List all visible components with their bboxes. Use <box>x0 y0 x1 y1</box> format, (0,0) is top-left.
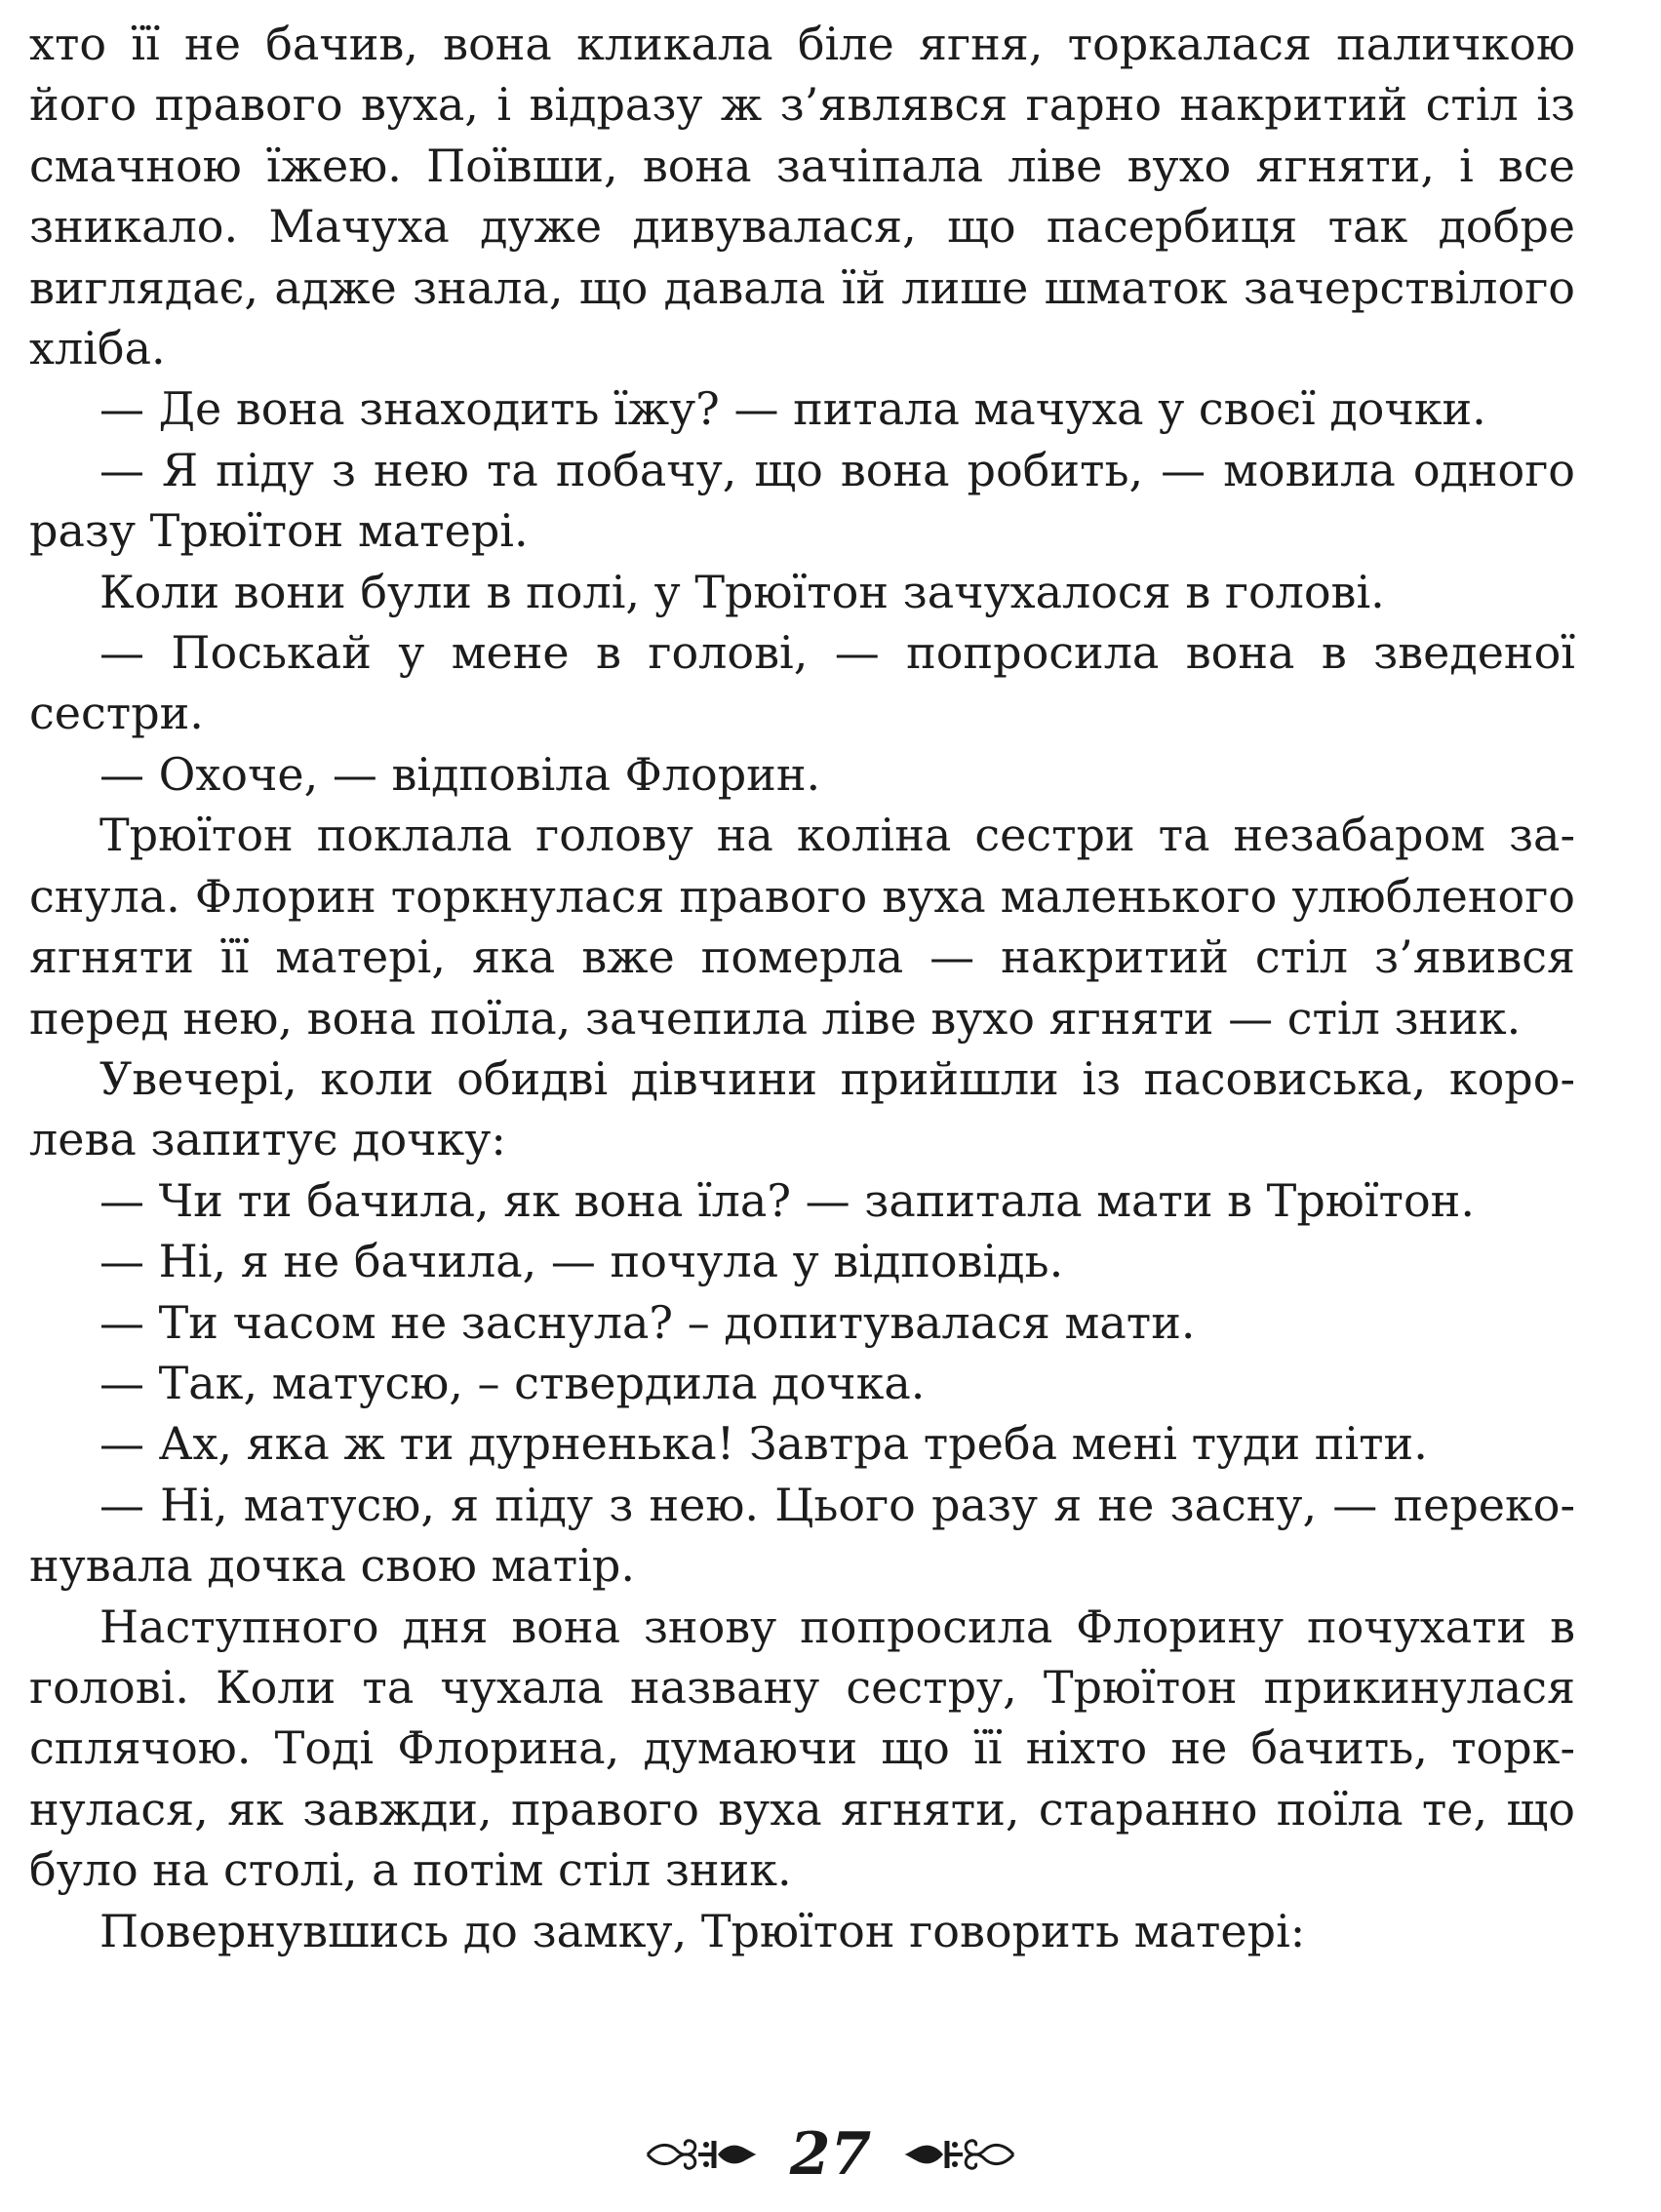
paragraph-8: Увечері, коли обидві дівчини прийшли із пасовиська, королева запитує дочку: <box>29 1051 1575 1166</box>
body-text <box>29 14 1575 1961</box>
paragraph-5: — Поськай у мене в голові, — попросила вона в зведеної сестри. <box>29 626 1575 740</box>
page-footer <box>0 2120 1661 2189</box>
paragraph-1: хто її не бачив, вона кликала біле ягня, торкалася паличкою його правого вуха, і відразу ж з’являвся гарно накритий стіл із смачною їжею. Поївши, вона зачіпала ліве вухо ягняти, і все зникало. Мачуха дуже дивувалася, що пасербиця так добре виглядає, адже знала, що давала їй лише шматок зачерствілого хліба. <box>29 18 1575 375</box>
paragraph-6: — Охоче, — відповіла Флорин. <box>99 747 821 801</box>
paragraph-7: Трюїтон поклала голову на коліна сестри та незабаром заснула. Флорин торкнулася правого вуха маленького улюбленого ягняти її матері, яка вже померла — накритий стіл з’явився перед нею, вона поїла, зачепила ліве вухо ягняти — стіл зник. <box>29 809 1575 1045</box>
paragraph-2: — Де вона знаходить їжу? — питала мачуха у своєї дочки. <box>99 382 1486 436</box>
paragraph-12: — Так, матусю, – ствердила дочка. <box>99 1356 926 1409</box>
paragraph-11: — Ти часом не заснула? – допитувалася мати. <box>99 1295 1196 1349</box>
paragraph-14: — Ні, матусю, я піду з нею. Цього разу я не засну, — переконувала дочка свою матір. <box>29 1478 1575 1593</box>
paragraph-16: Повернувшись до замку, Трюїтон говорить матері: <box>99 1904 1306 1957</box>
paragraph-13: — Ах, яка ж ти дурненька! Завтра треба мені туди піти. <box>99 1417 1428 1471</box>
fleuron-ornament-right-icon <box>900 2131 1017 2178</box>
paragraph-3: — Я піду з нею та побачу, що вона робить, — мовила одного разу Трюїтон матері. <box>29 443 1575 558</box>
fleuron-ornament-left-icon <box>644 2131 761 2178</box>
paragraph-10: — Ні, я не бачила, — почула у відповідь. <box>99 1235 1064 1288</box>
paragraph-9: — Чи ти бачила, як вона їла? — запитала мати в Трюїтон. <box>99 1173 1475 1227</box>
paragraph-4: Коли вони були в полі, у Трюїтон зачухалося в голові. <box>99 565 1385 618</box>
page-number: 27 <box>789 2120 872 2189</box>
paragraph-15: Наступного дня вона знову попросила Флорину почухати в голові. Коли та чухала названу сестру, Трюїтон прикинулася сплячою. Тоді Флорина, думаючи що її ніхто не бачить, торкнулася, як завжди, правого вуха ягняти, старанно поїла те, що було на столі, а потім стіл зник. <box>29 1600 1575 1897</box>
